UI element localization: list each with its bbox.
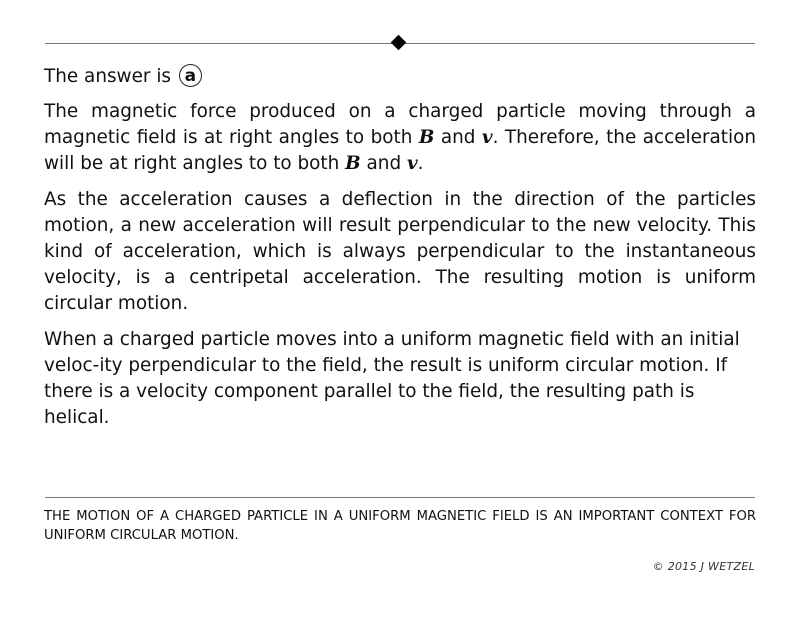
bottom-divider [45,497,755,498]
answer-line [44,64,756,90]
copyright-notice: © 2015 J WETZEL [652,560,755,573]
symbol-v-2: v [406,153,418,174]
paragraph-magnetic-force [44,99,756,177]
p1-text-2: and [434,127,482,148]
answer-content [44,64,756,441]
symbol-b-2: B [345,153,361,174]
symbol-b: B [418,127,435,148]
p1-text-3: . Therefore, the acceleration will be at right angles to to both [44,127,756,174]
symbol-v: v [481,127,493,148]
answer-prefix: The answer is [44,66,172,87]
p3-text-2: ity perpendicular to the field, the result is uniform circular motion. If there is a velocity component parallel to the field, the resulting path is helical. [44,355,728,428]
paragraph-circular-helical [44,327,756,431]
footnote-context: THE MOTION OF A CHARGED PARTICLE IN A UNIFORM MAGNETIC FIELD IS AN IMPORTANT CONTEXT FOR UNIFORM CIRCULAR MOTION. [44,509,756,543]
diamond-ornament-icon [391,35,407,51]
p3-text-1: When a charged particle moves into a uniform magnetic field with an initial veloc- [44,329,740,376]
p1-text-1: The magnetic force produced on a charged particle moving through a magnetic field is at right angles to both [44,101,756,148]
p1-text-4: and [360,153,407,174]
p1-text-5: . [417,153,424,174]
paragraph-centripetal: As the acceleration causes a deflection in the direction of the particles motion, a new acceleration will result perpendicular to the new velocity. This kind of acceleration, which is always perpendicular to the instantaneous velocity, is a centripetal acceleration. The resulting motion is uniform circular motion. [44,189,756,314]
answer-letter-badge: a [179,64,202,87]
